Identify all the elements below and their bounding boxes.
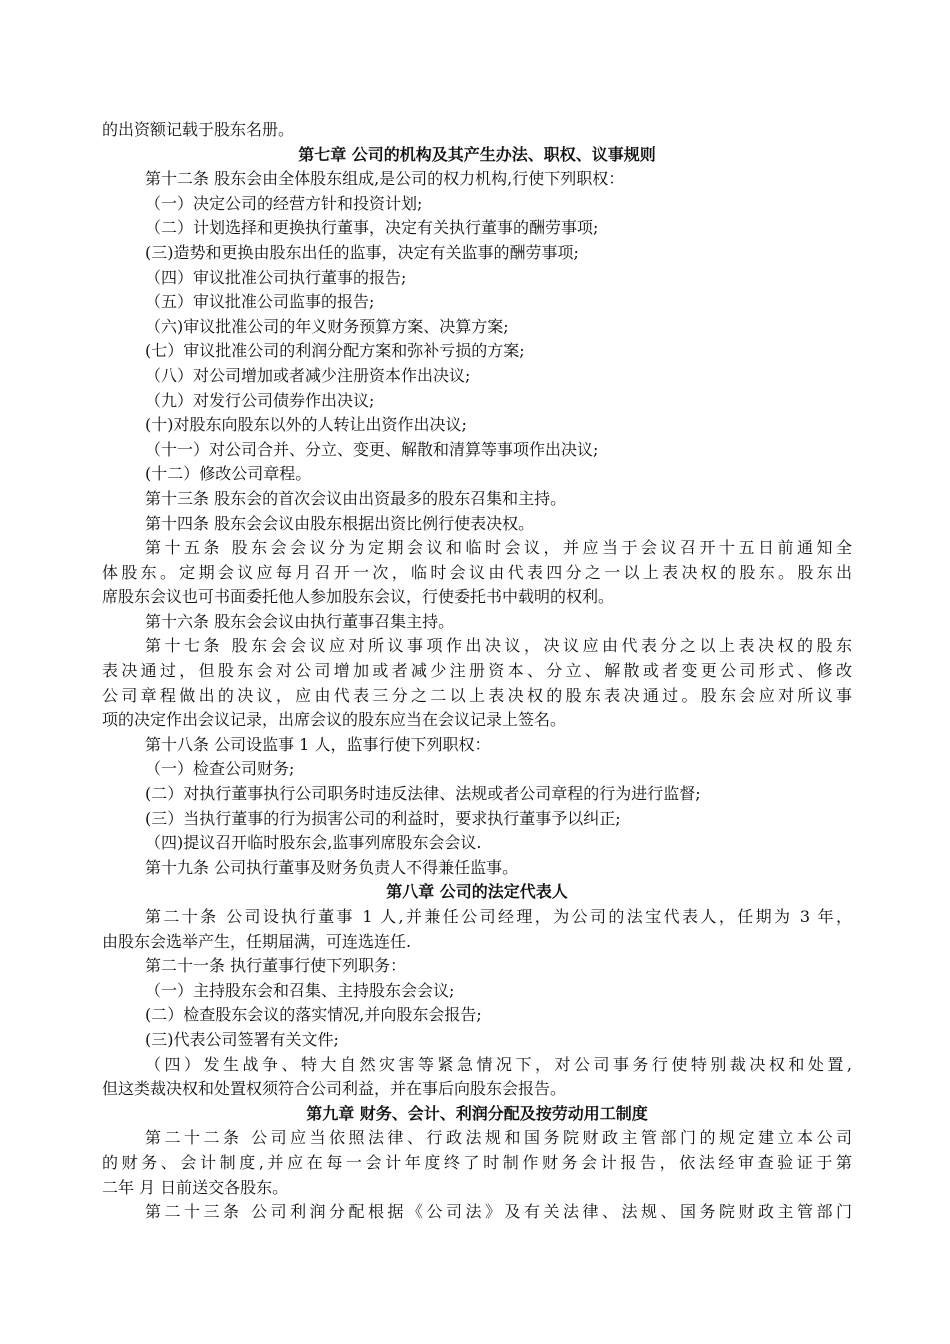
article-line: 第十八条 公司设监事 1 人，监事行使下列职权： [145, 734, 491, 754]
article-line: 第十四条 股东会会议由股东根据出资比例行使表决权。 [145, 513, 535, 533]
article-line: 第十二条 股东会由全体股东组成,是公司的权力机构,行使下列职权： [145, 169, 625, 189]
list-item: （十一）对公司合并、分立、变更、解散和清算等事项作出决议; [145, 439, 599, 459]
chapter-heading: 第七章 公司的机构及其产生办法、职权、议事规则 [298, 144, 656, 164]
article-line: 第十七条 股东会会议应对所议事项作出决议，决议应由代表分之以上表决权的股东 [145, 636, 852, 656]
text-line: 的财务、会计制度,并应在每一会计年度终了时制作财务会计报告，依法经审查验证于第 [102, 1152, 852, 1172]
chapter-heading: 第八章 公司的法定代表人 [386, 882, 568, 902]
list-item: (七）审议批准公司的利润分配方案和弥补亏损的方案; [145, 341, 525, 361]
text-line: 体股东。定期会议应每月召开一次，临时会议由代表四分之一以上表决权的股东。股东出 [102, 562, 852, 582]
list-item: （二）计划选择和更换执行董事，决定有关执行董事的酬劳事项; [145, 218, 599, 238]
list-item: (二）对执行董事执行公司职务时违反法律、法规或者公司章程的行为进行监督; [145, 784, 701, 804]
article-line: 第十三条 股东会的首次会议由出资最多的股东召集和主持。 [145, 488, 567, 508]
text-line: 由股东会选举产生，任期届满，可连选连任. [102, 931, 412, 951]
list-item: （四）审议批准公司执行董事的报告; [145, 267, 407, 287]
article-line: 第十五条 股东会会议分为定期会议和临时会议，并应当于会议召开十五日前通知全 [145, 538, 852, 558]
article-line: 第二十条 公司设执行董事 1 人,并兼任公司经理，为公司的法宝代表人，任期为 3 年， [145, 907, 852, 926]
text-line: 的出资额记载于股东名册。 [102, 120, 295, 139]
article-line: 第二十三条 公司利润分配根据《公司法》及有关法律、法规、国务院财政主管部门 [145, 1202, 852, 1222]
text-line: 席股东会议也可书面委托他人参加股东会议，行使委托书中载明的权利。 [102, 587, 615, 607]
article-line: 第十六条 股东会会议由执行董事召集主持。 [145, 611, 455, 631]
list-item: (三）当执行董事的行为损害公司的利益时，要求执行董事予以纠正; [145, 808, 621, 828]
text-line: 项的决定作出会议记录，出席会议的股东应当在会议记录上签名。 [102, 710, 567, 730]
list-item: （一）决定公司的经营方针和投资计划; [145, 193, 423, 213]
list-item: (十)对股东向股东以外的人转让出资作出决议; [145, 415, 467, 435]
list-item: （四）发生战争、特大自然灾害等紧急情况下，对公司事务行使特别裁决权和处置, [145, 1054, 852, 1074]
article-line: 第十九条 公司执行董事及财务负责人不得兼任监事。 [145, 857, 519, 877]
list-item: （四)提议召开临时股东会,监事列席股东会会议. [145, 833, 482, 853]
list-item: （一）主持股东会和召集、主持股东会会议; [145, 980, 455, 1000]
list-item: （一）检查公司财务; [145, 759, 295, 779]
text-line: 表决通过，但股东会对公司增加或者减少注册资本、分立、解散或者变更公司形式、修改 [102, 661, 852, 681]
list-item: （五）审议批准公司监事的报告; [145, 292, 375, 312]
list-item: (三)造势和更换由股东出任的监事，决定有关监事的酬劳事项; [145, 242, 579, 262]
list-item: (二）检查股东会议的落实情况,并向股东会报告; [145, 1005, 482, 1025]
list-item: (十二）修改公司章程。 [145, 464, 312, 484]
article-line: 第二十二条 公司应当依照法律、行政法规和国务院财政主管部门的规定建立本公司 [145, 1128, 852, 1148]
chapter-heading: 第九章 财务、会计、利润分配及按劳动用工制度 [306, 1103, 648, 1123]
list-item: (三)代表公司签署有关文件; [145, 1029, 339, 1049]
text-line: 公司章程做出的决议，应由代表三分之二以上表决权的股东表决通过。股东会应对所议事 [102, 685, 852, 705]
document-body [102, 118, 852, 1225]
text-line: 但这类裁决权和处置权须符合公司利益，并在事后向股东会报告。 [102, 1079, 567, 1099]
article-line: 第二十一条 执行董事行使下列职务： [145, 956, 407, 976]
text-line: 二年 月 日前送交各股东。 [102, 1177, 289, 1197]
list-item: （六)审议批准公司的年义财务预算方案、决算方案; [145, 316, 509, 336]
list-item: （九）对发行公司债券作出决议; [145, 390, 375, 410]
list-item: （八）对公司增加或者减少注册资本作出决议; [145, 365, 471, 385]
